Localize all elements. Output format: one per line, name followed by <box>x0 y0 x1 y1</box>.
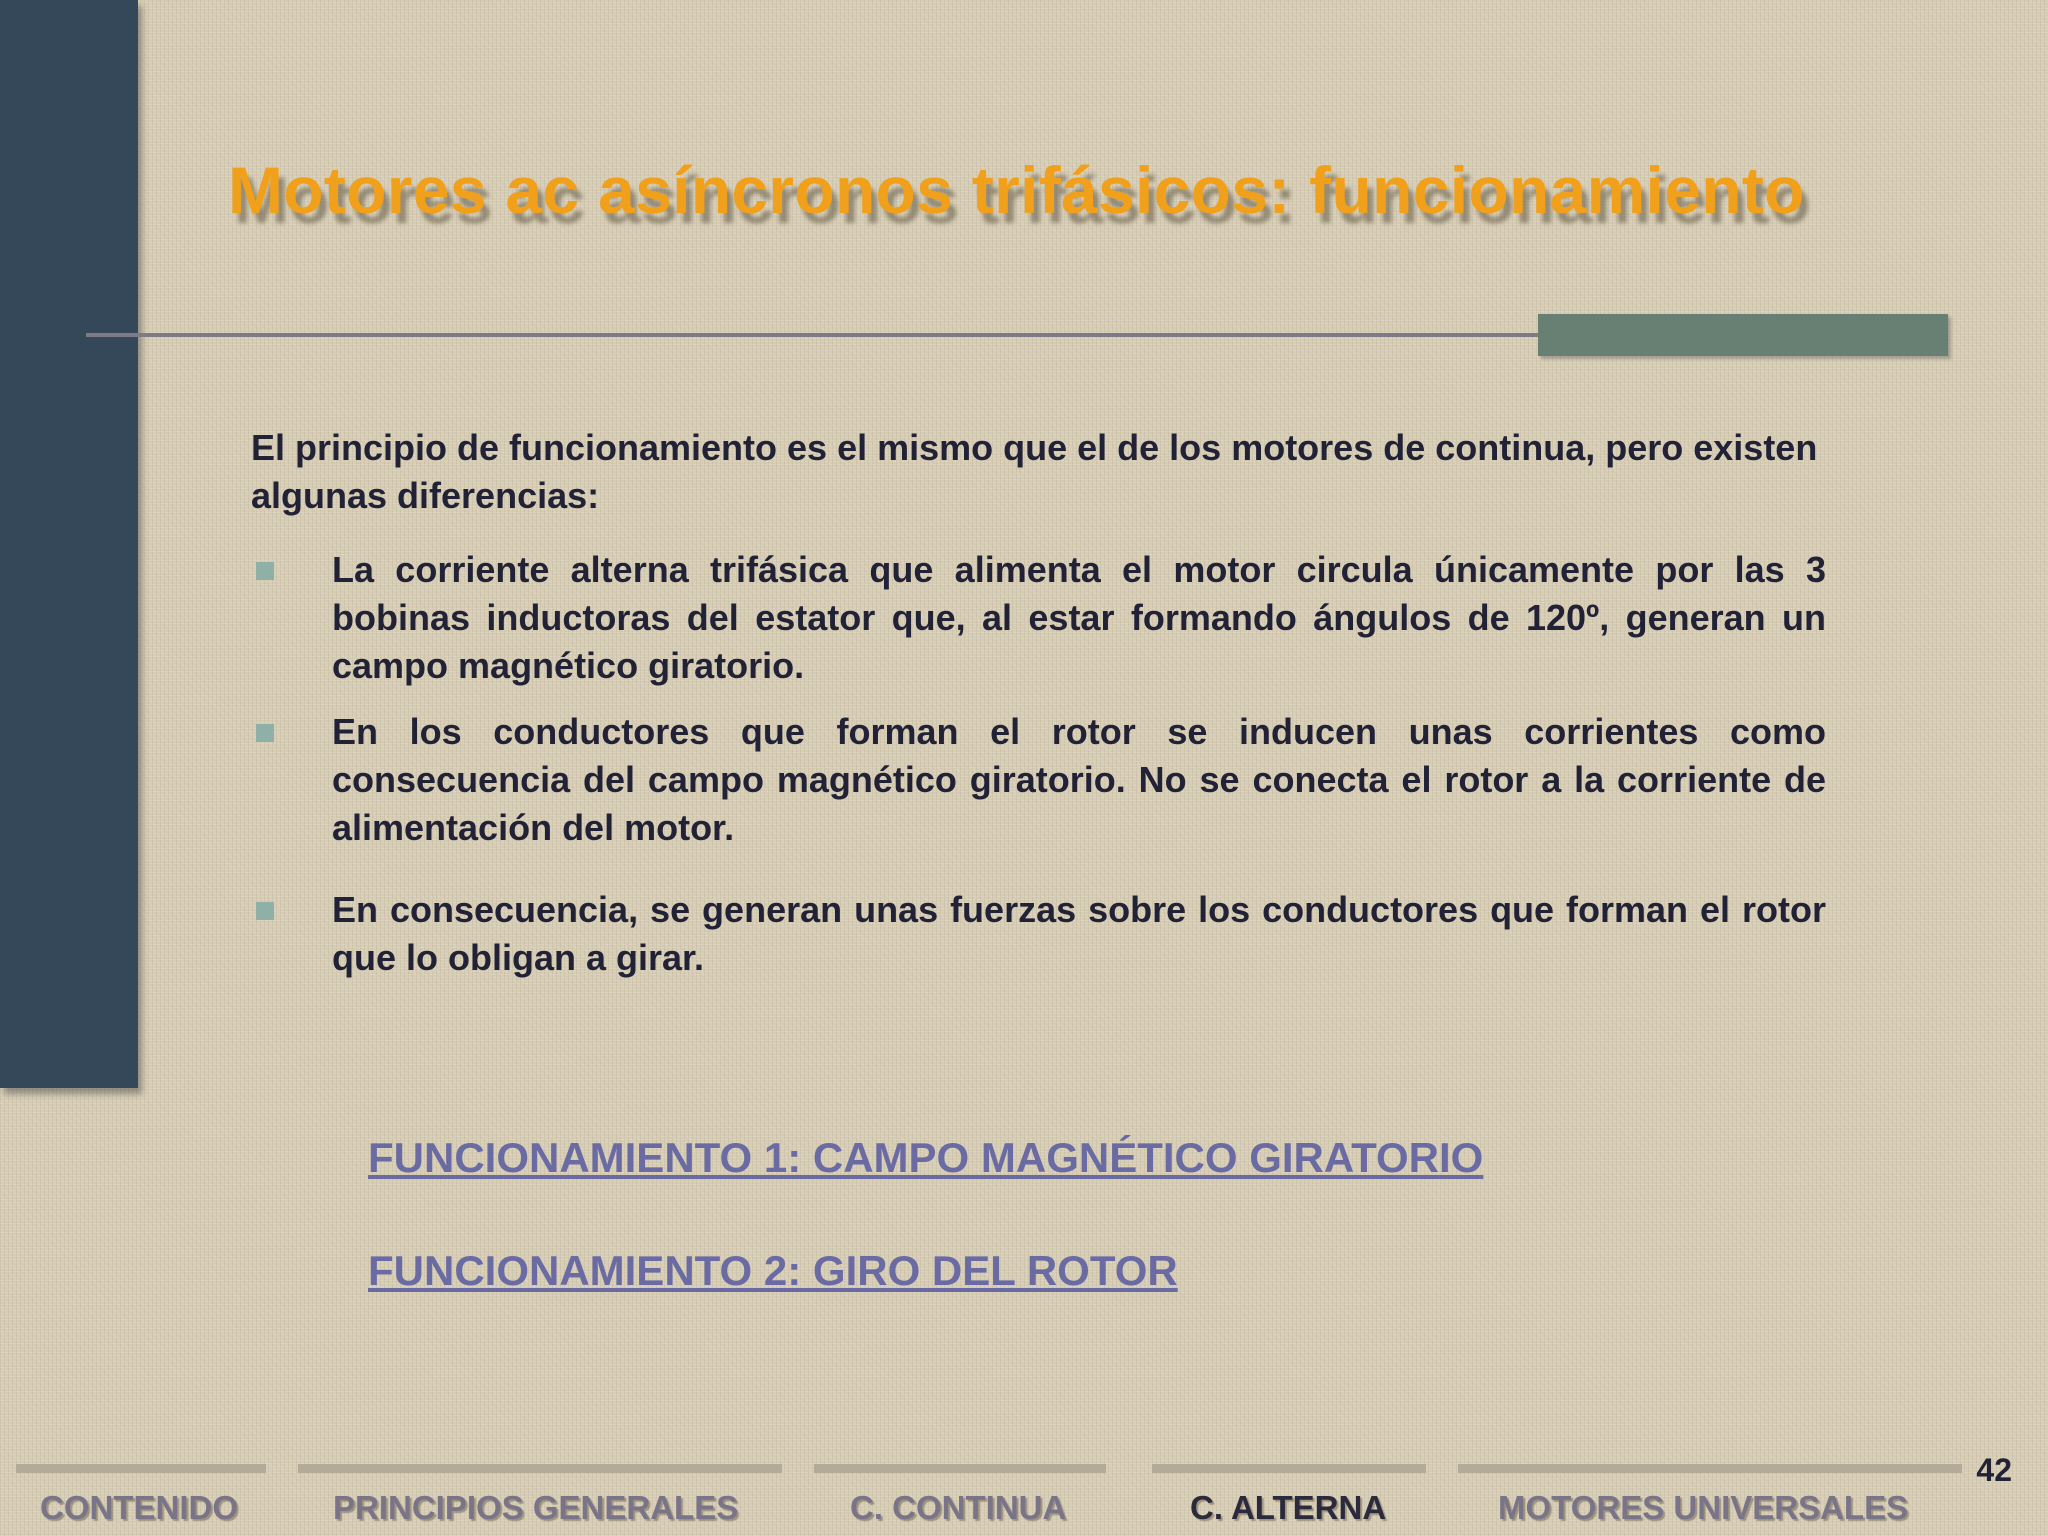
nav-item-c-alterna[interactable]: C. ALTERNA <box>1190 1489 1387 1526</box>
intro-paragraph: El principio de funcionamiento es el mismo que el de los motores de continua, pero existen algunas diferencias: <box>251 427 1818 516</box>
link-funcionamiento-2[interactable]: FUNCIONAMIENTO 2: GIRO DEL ROTOR <box>368 1247 1178 1294</box>
square-bullet-icon <box>256 724 274 742</box>
nav-bar-universales <box>1458 1464 1962 1473</box>
link-funcionamiento-1[interactable]: FUNCIONAMIENTO 1: CAMPO MAGNÉTICO GIRATORIO <box>368 1134 1484 1181</box>
nav-bar-continua <box>814 1464 1106 1473</box>
slide-content <box>251 424 1841 982</box>
nav-item-principios-generales[interactable]: PRINCIPIOS GENERALES <box>333 1489 739 1526</box>
left-accent-bar <box>0 0 138 1088</box>
nav-item-motores-universales[interactable]: MOTORES UNIVERSALES <box>1498 1489 1909 1526</box>
slide-title: Motores ac asíncronos trifásicos: funcionamiento <box>228 153 1805 227</box>
nav-bar-alterna <box>1152 1464 1426 1473</box>
nav-bar-contenido <box>16 1464 266 1473</box>
bullet-text: En los conductores que forman el rotor se inducen unas corrientes como consecuencia del campo magnético giratorio. No se conecta el rotor a la corriente de alimentación del motor. <box>332 711 1826 848</box>
bullet-list <box>251 546 1841 982</box>
title-divider-line <box>86 333 1540 337</box>
list-item <box>251 708 1826 852</box>
page-number: 42 <box>1976 1452 2012 1488</box>
list-item <box>251 886 1826 982</box>
title-divider-block <box>1538 314 1948 356</box>
nav-bar-principios <box>298 1464 782 1473</box>
bullet-text: En consecuencia, se generan unas fuerzas sobre los conductores que forman el rotor que lo obligan a girar. <box>332 889 1826 978</box>
bullet-text: La corriente alterna trifásica que alimenta el motor circula únicamente por las 3 bobinas inductoras del estator que, al estar formando ángulos de 120º, generan un campo magnético giratorio. <box>332 549 1826 686</box>
nav-item-c-continua[interactable]: C. CONTINUA <box>850 1489 1067 1526</box>
list-item <box>251 546 1826 690</box>
square-bullet-icon <box>256 562 274 580</box>
square-bullet-icon <box>256 902 274 920</box>
nav-item-contenido[interactable]: CONTENIDO <box>40 1489 238 1526</box>
